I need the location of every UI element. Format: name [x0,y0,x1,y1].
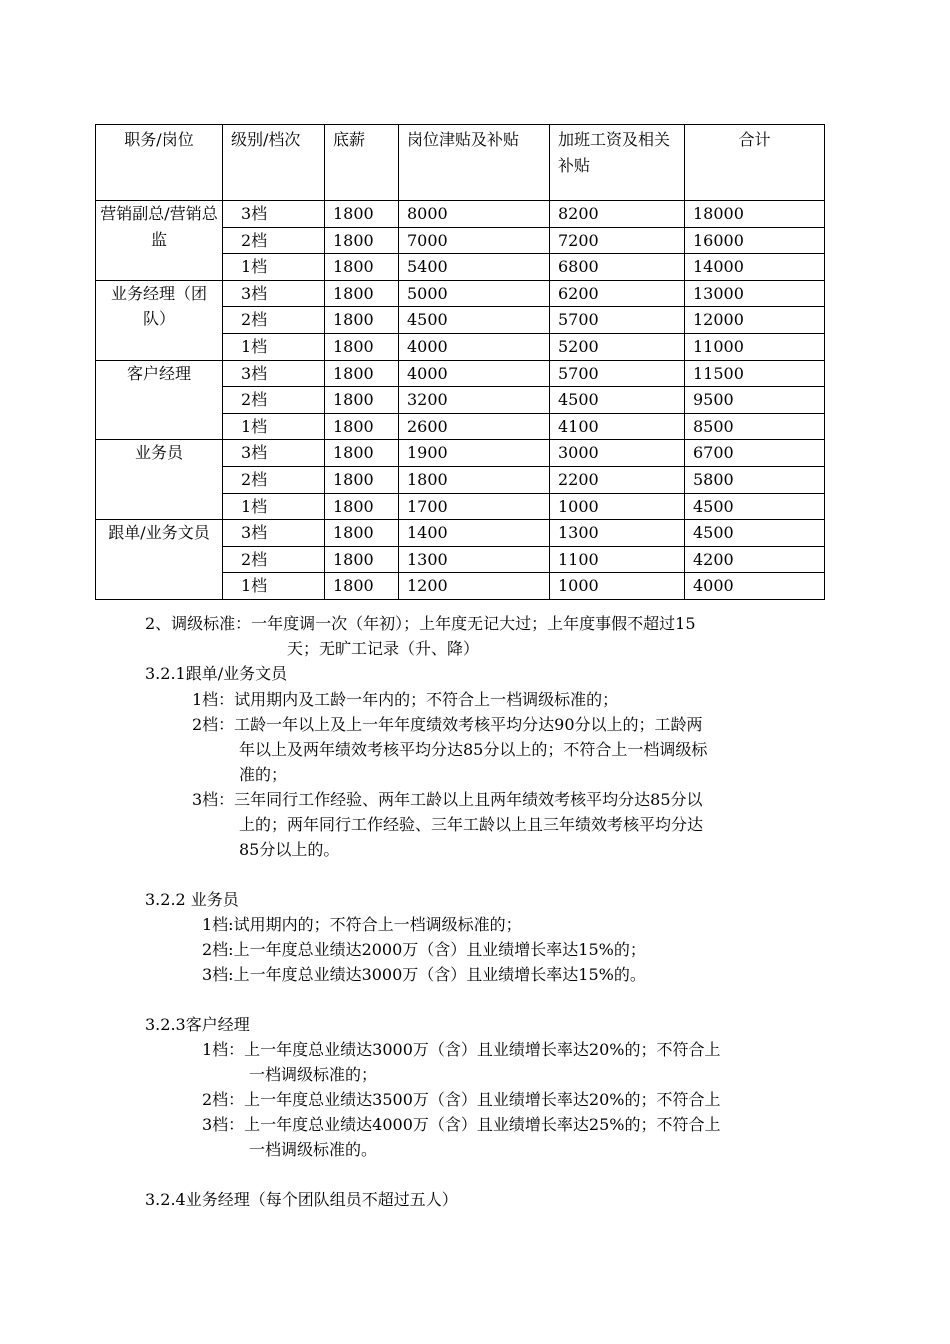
overtime-cell: 3000 [550,440,685,467]
overtime-cell: 1300 [550,520,685,547]
level-cell: 1档 [223,493,325,520]
level-cell: 3档 [223,201,325,228]
position-cell: 跟单/业务文员 [96,520,223,600]
section-2-line-1: 2、调级标准：一年度调一次（年初）；上年度无记大过；上年度事假不超过15 [145,614,696,633]
allowance-cell: 3200 [399,387,550,414]
item-3-2-3-level-2: 2档：上一年度总业绩达3500万（含）且业绩增长率达20%的；不符合上 [202,1090,721,1109]
heading-3-2-4: 3.2.4业务经理（每个团队组员不超过五人） [145,1190,458,1209]
total-cell: 14000 [685,254,825,281]
item-3-2-3-level-1-line-1: 1档：上一年度总业绩达3000万（含）且业绩增长率达20%的；不符合上 [202,1040,721,1059]
position-cell: 客户经理 [96,360,223,440]
total-cell: 6700 [685,440,825,467]
position-cell: 业务经理（团队） [96,280,223,360]
header-overtime: 加班工资及相关补贴 [550,125,685,201]
heading-3-2-2: 3.2.2 业务员 [145,890,239,909]
table-row [96,360,825,387]
overtime-cell: 6200 [550,280,685,307]
allowance-cell: 1700 [399,493,550,520]
base-salary-cell: 1800 [325,227,399,254]
table-header-row [96,125,825,201]
allowance-cell: 8000 [399,201,550,228]
item-3-2-3-level-3-line-1: 3档：上一年度总业绩达4000万（含）且业绩增长率达25%的；不符合上 [202,1115,721,1134]
base-salary-cell: 1800 [325,280,399,307]
section-2-line-2: 天；无旷工记录（升、降） [287,639,480,658]
allowance-cell: 5000 [399,280,550,307]
level-cell: 3档 [223,280,325,307]
header-base-salary: 底薪 [325,125,399,201]
item-3-2-1-level-3-line-2: 上的；两年同行工作经验、三年工龄以上且三年绩效考核平均分达 [239,815,704,834]
total-cell: 4500 [685,493,825,520]
level-cell: 2档 [223,387,325,414]
overtime-cell: 4100 [550,413,685,440]
base-salary-cell: 1800 [325,254,399,281]
item-3-2-1-level-2-line-3: 准的； [239,765,288,784]
base-salary-cell: 1800 [325,307,399,334]
level-cell: 3档 [223,360,325,387]
total-cell: 8500 [685,413,825,440]
base-salary-cell: 1800 [325,466,399,493]
overtime-cell: 1000 [550,573,685,600]
header-position: 职务/岗位 [96,125,223,201]
level-cell: 2档 [223,307,325,334]
header-total: 合计 [685,125,825,201]
allowance-cell: 4000 [399,333,550,360]
level-cell: 1档 [223,254,325,281]
allowance-cell: 1800 [399,466,550,493]
total-cell: 5800 [685,466,825,493]
base-salary-cell: 1800 [325,440,399,467]
item-3-2-2-level-3: 3档:上一年度总业绩达3000万（含）且业绩增长率达15%的。 [202,965,646,984]
overtime-cell: 5700 [550,307,685,334]
level-cell: 2档 [223,466,325,493]
allowance-cell: 7000 [399,227,550,254]
position-cell: 业务员 [96,440,223,520]
total-cell: 13000 [685,280,825,307]
level-cell: 2档 [223,227,325,254]
table-row [96,280,825,307]
total-cell: 18000 [685,201,825,228]
level-cell: 1档 [223,333,325,360]
base-salary-cell: 1800 [325,360,399,387]
overtime-cell: 1100 [550,546,685,573]
header-level: 级别/档次 [223,125,325,201]
level-cell: 3档 [223,440,325,467]
heading-3-2-3: 3.2.3客户经理 [145,1015,250,1034]
item-3-2-2-level-2: 2档:上一年度总业绩达2000万（含）且业绩增长率达15%的； [202,940,646,959]
total-cell: 12000 [685,307,825,334]
total-cell: 4200 [685,546,825,573]
total-cell: 4500 [685,520,825,547]
base-salary-cell: 1800 [325,493,399,520]
base-salary-cell: 1800 [325,520,399,547]
allowance-cell: 4500 [399,307,550,334]
overtime-cell: 5200 [550,333,685,360]
overtime-cell: 4500 [550,387,685,414]
total-cell: 16000 [685,227,825,254]
table-row [96,520,825,547]
item-3-2-1-level-3-line-3: 85分以上的。 [239,840,340,859]
item-3-2-1-level-1: 1档：试用期内及工龄一年内的；不符合上一档调级标准的； [192,690,619,709]
base-salary-cell: 1800 [325,201,399,228]
overtime-cell: 1000 [550,493,685,520]
item-3-2-1-level-3-line-1: 3档：三年同行工作经验、两年工龄以上且两年绩效考核平均分达85分以 [192,790,703,809]
base-salary-cell: 1800 [325,387,399,414]
overtime-cell: 2200 [550,466,685,493]
base-salary-cell: 1800 [325,333,399,360]
total-cell: 9500 [685,387,825,414]
total-cell: 11000 [685,333,825,360]
base-salary-cell: 1800 [325,546,399,573]
overtime-cell: 7200 [550,227,685,254]
base-salary-cell: 1800 [325,573,399,600]
allowance-cell: 1400 [399,520,550,547]
level-cell: 1档 [223,573,325,600]
allowance-cell: 1200 [399,573,550,600]
base-salary-cell: 1800 [325,413,399,440]
level-cell: 1档 [223,413,325,440]
salary-table [95,124,825,600]
overtime-cell: 6800 [550,254,685,281]
item-3-2-1-level-2-line-2: 年以上及两年绩效考核平均分达85分以上的；不符合上一档调级标 [239,740,708,759]
total-cell: 11500 [685,360,825,387]
heading-3-2-1: 3.2.1跟单/业务文员 [145,664,288,683]
item-3-2-2-level-1: 1档:试用期内的；不符合上一档调级标准的； [202,915,522,934]
total-cell: 4000 [685,573,825,600]
level-cell: 3档 [223,520,325,547]
item-3-2-3-level-1-line-2: 一档调级标准的； [249,1065,378,1084]
allowance-cell: 1300 [399,546,550,573]
level-cell: 2档 [223,546,325,573]
position-cell: 营销副总/营销总监 [96,201,223,281]
allowance-cell: 2600 [399,413,550,440]
header-allowance: 岗位津贴及补贴 [399,125,550,201]
item-3-2-1-level-2-line-1: 2档：工龄一年以上及上一年年度绩效考核平均分达90分以上的；工龄两 [192,715,703,734]
overtime-cell: 8200 [550,201,685,228]
allowance-cell: 4000 [399,360,550,387]
allowance-cell: 1900 [399,440,550,467]
allowance-cell: 5400 [399,254,550,281]
overtime-cell: 5700 [550,360,685,387]
table-row [96,201,825,228]
item-3-2-3-level-3-line-2: 一档调级标准的。 [249,1140,378,1159]
table-row [96,440,825,467]
